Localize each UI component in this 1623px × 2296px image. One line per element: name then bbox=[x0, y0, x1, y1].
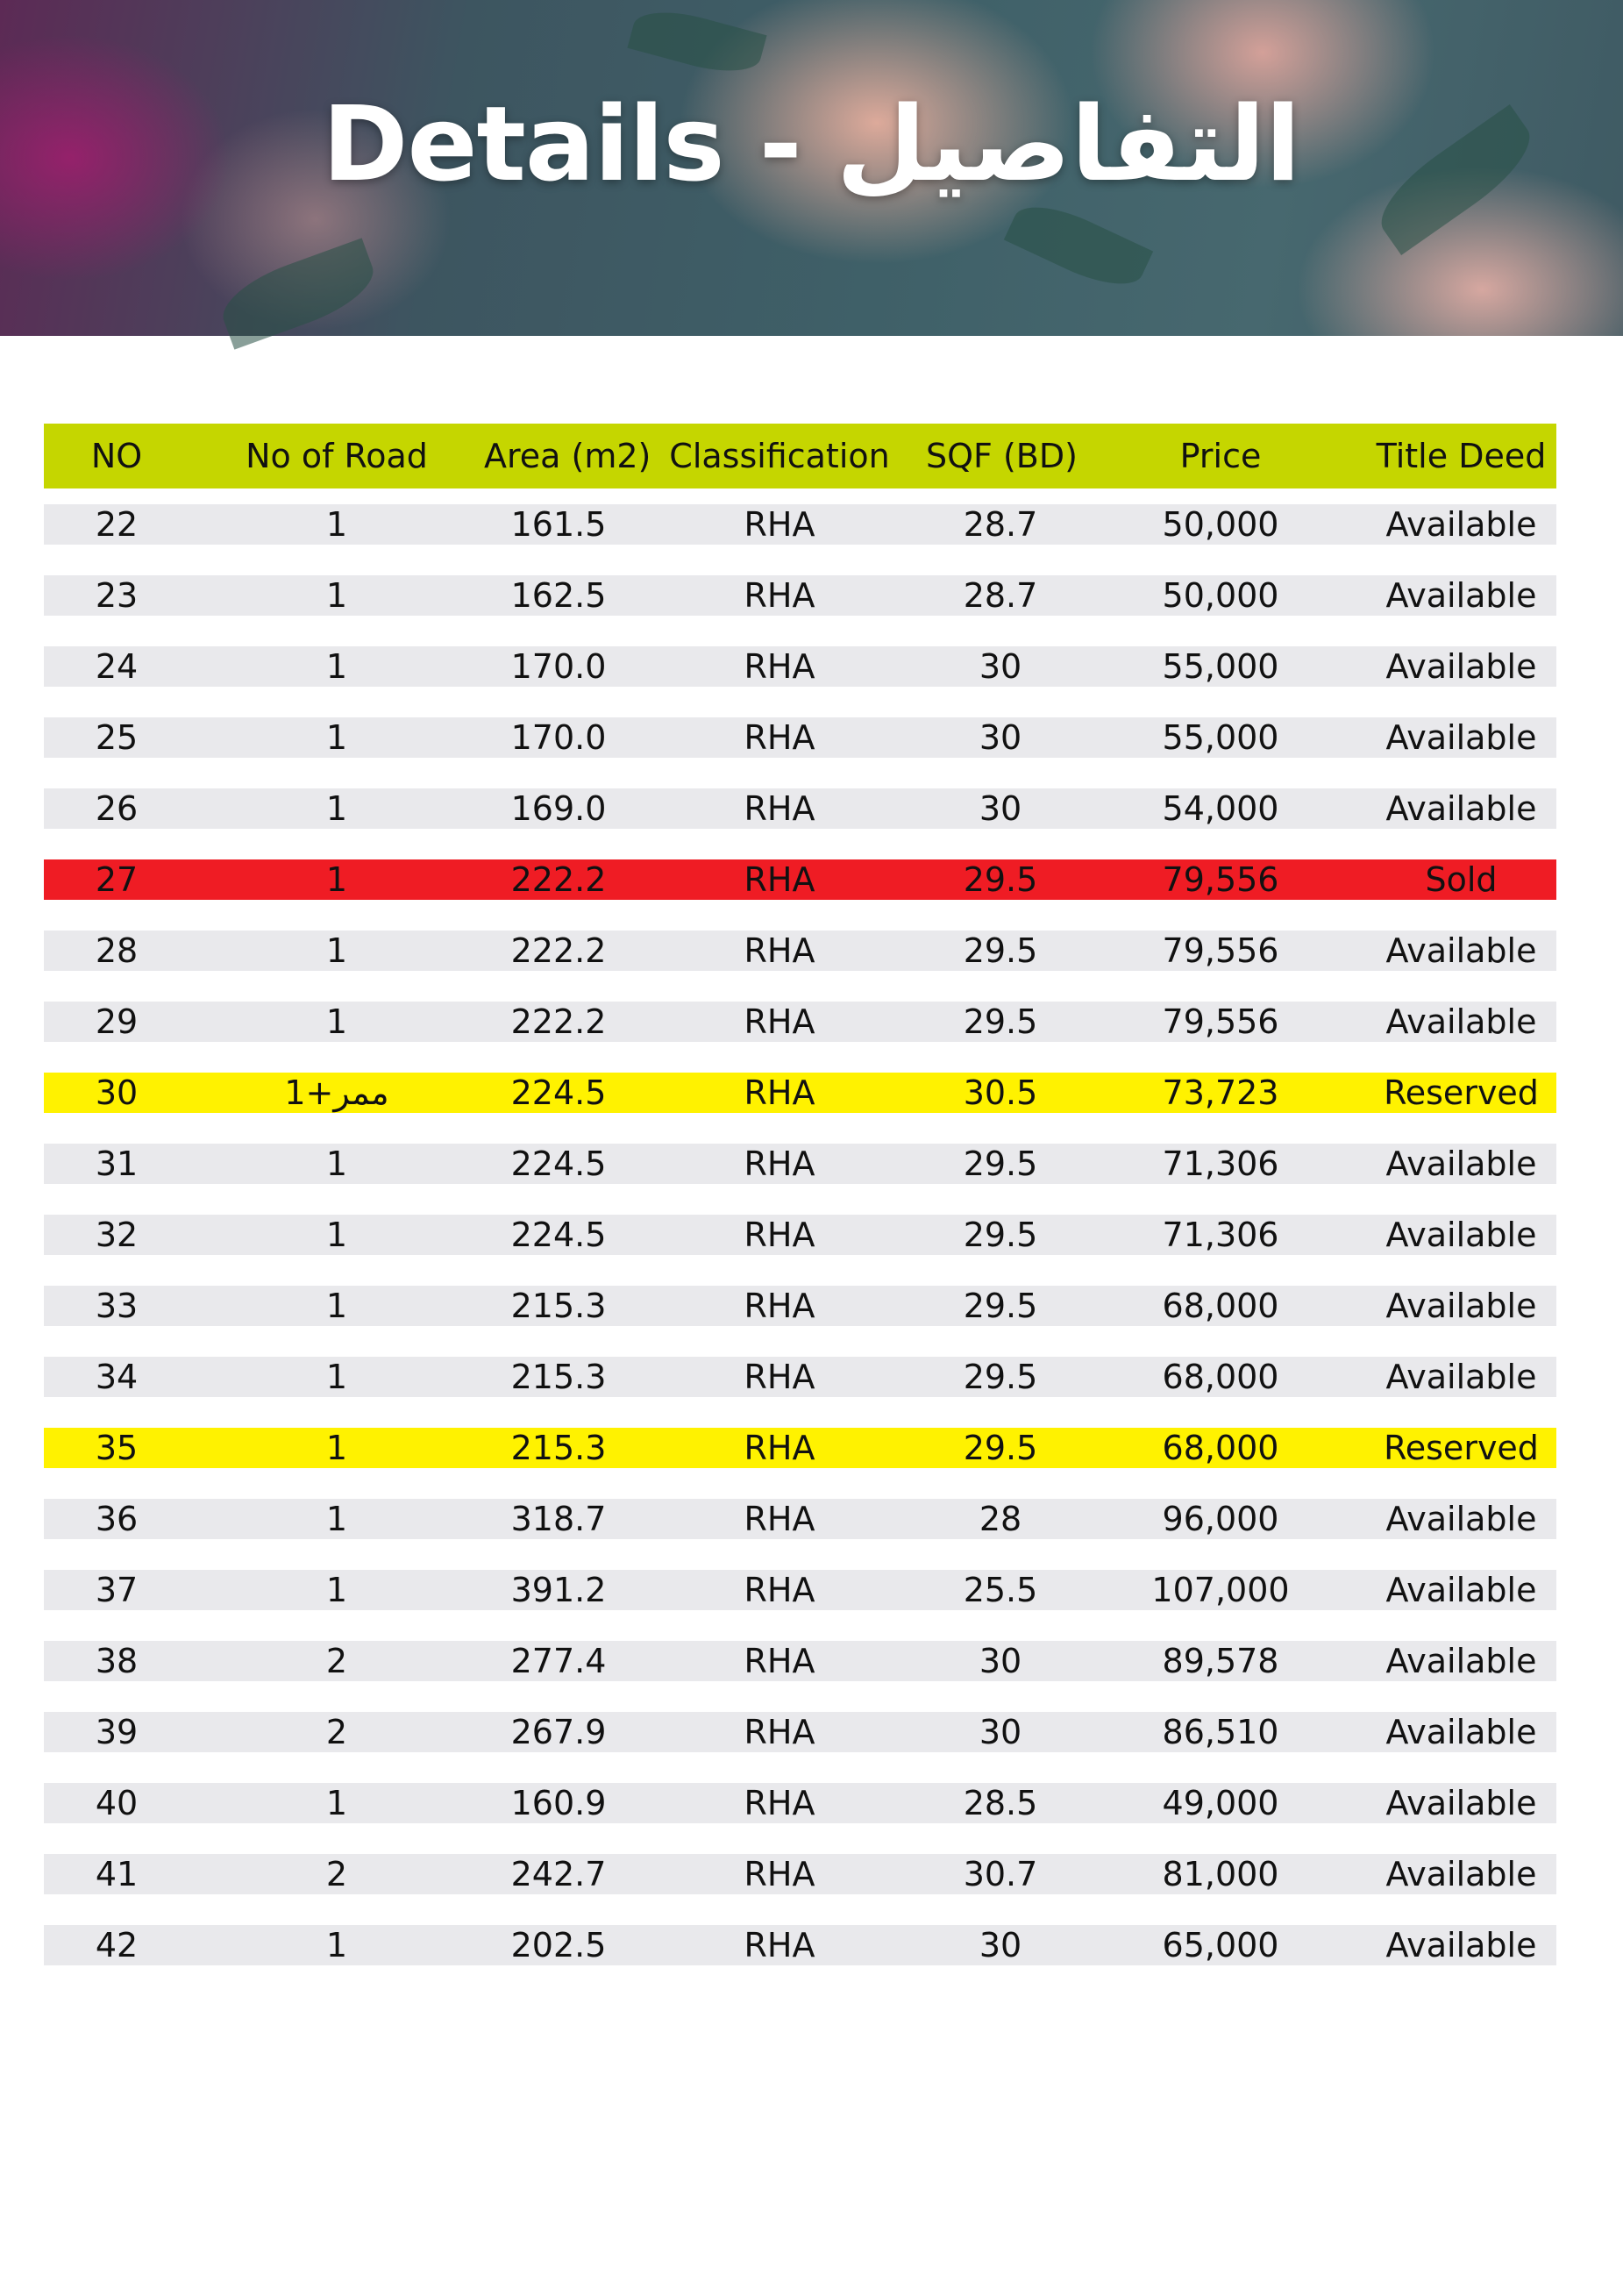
table-row bbox=[44, 1357, 1556, 1397]
table-row bbox=[44, 1712, 1556, 1752]
table-cell: 73,723 bbox=[1162, 1073, 1279, 1112]
table-row bbox=[44, 646, 1556, 687]
table-cell: Available bbox=[1385, 1784, 1537, 1822]
table-cell: RHA bbox=[744, 718, 815, 757]
table-cell: 2 bbox=[325, 1713, 348, 1751]
table-cell: 49,000 bbox=[1162, 1784, 1279, 1822]
table-cell: Available bbox=[1385, 1002, 1537, 1041]
table-row bbox=[44, 504, 1556, 545]
table-cell: 1 bbox=[325, 1571, 348, 1609]
table-cell: 68,000 bbox=[1162, 1358, 1279, 1396]
table-cell: 28.5 bbox=[963, 1784, 1038, 1822]
table-cell: RHA bbox=[744, 1002, 815, 1041]
table-cell: 224.5 bbox=[510, 1144, 607, 1183]
table-cell: 29.5 bbox=[963, 860, 1038, 899]
table-cell: 160.9 bbox=[510, 1784, 607, 1822]
column-header: Title Deed bbox=[1376, 437, 1547, 475]
table-cell: Available bbox=[1385, 1500, 1537, 1538]
table-cell: RHA bbox=[744, 505, 815, 544]
table-cell: RHA bbox=[744, 789, 815, 828]
page-title: Details - التفاصيل bbox=[322, 83, 1301, 204]
table-cell: 27 bbox=[95, 860, 139, 899]
table-cell: 29.5 bbox=[963, 1002, 1038, 1041]
table-cell: 215.3 bbox=[510, 1358, 607, 1396]
table-cell: Available bbox=[1385, 1144, 1537, 1183]
table-cell: 29 bbox=[95, 1002, 139, 1041]
table-cell: 1 bbox=[325, 505, 348, 544]
table-cell: 202.5 bbox=[510, 1926, 607, 1964]
table-body bbox=[44, 504, 1556, 1965]
table-cell: RHA bbox=[744, 931, 815, 970]
table-row bbox=[44, 1570, 1556, 1610]
table-cell: 29.5 bbox=[963, 931, 1038, 970]
table-cell: 25.5 bbox=[963, 1571, 1038, 1609]
table-cell: 1 bbox=[325, 1002, 348, 1041]
table-cell: 170.0 bbox=[510, 647, 607, 686]
table-cell: Sold bbox=[1425, 860, 1498, 899]
table-row bbox=[44, 1002, 1556, 1042]
table-cell: 1 bbox=[325, 1358, 348, 1396]
table-cell: 55,000 bbox=[1162, 718, 1279, 757]
table-cell: 35 bbox=[95, 1429, 139, 1467]
table-cell: 32 bbox=[95, 1216, 139, 1254]
table-cell: 1 bbox=[325, 647, 348, 686]
leaf-decoration bbox=[213, 238, 382, 349]
table-cell: 30 bbox=[95, 1073, 139, 1112]
column-header: No of Road bbox=[246, 437, 428, 475]
table-cell: RHA bbox=[744, 1784, 815, 1822]
table-cell: Available bbox=[1385, 1358, 1537, 1396]
table-cell: 242.7 bbox=[510, 1855, 607, 1893]
table-row bbox=[44, 788, 1556, 829]
table-cell: 79,556 bbox=[1162, 860, 1279, 899]
table-cell: 96,000 bbox=[1162, 1500, 1279, 1538]
table-cell: RHA bbox=[744, 1855, 815, 1893]
table-cell: RHA bbox=[744, 1073, 815, 1112]
table-cell: 1 bbox=[325, 1287, 348, 1325]
table-cell: 222.2 bbox=[510, 931, 607, 970]
table-cell: 30 bbox=[979, 789, 1022, 828]
table-row bbox=[44, 1428, 1556, 1468]
table-cell: RHA bbox=[744, 1358, 815, 1396]
table-cell: 267.9 bbox=[510, 1713, 607, 1751]
table-cell: 50,000 bbox=[1162, 576, 1279, 615]
table-cell: RHA bbox=[744, 1642, 815, 1680]
leaf-decoration bbox=[627, 2, 766, 82]
table-cell: Available bbox=[1385, 1571, 1537, 1609]
table-cell: 30.5 bbox=[963, 1073, 1038, 1112]
column-header: NO bbox=[90, 437, 143, 475]
table-row bbox=[44, 717, 1556, 758]
table-cell: 68,000 bbox=[1162, 1429, 1279, 1467]
table-cell: RHA bbox=[744, 647, 815, 686]
table-cell: 1 bbox=[325, 931, 348, 970]
table-cell: 34 bbox=[95, 1358, 139, 1396]
table-cell: 1 bbox=[325, 576, 348, 615]
table-row bbox=[44, 1286, 1556, 1326]
table-cell: 1 bbox=[325, 1926, 348, 1964]
table-cell: 28 bbox=[979, 1500, 1022, 1538]
table-header bbox=[44, 424, 1556, 488]
table-cell: 1 bbox=[325, 1500, 348, 1538]
table-cell: 1 bbox=[325, 1144, 348, 1183]
table-cell: 2 bbox=[325, 1642, 348, 1680]
table-cell: 1 bbox=[325, 1216, 348, 1254]
column-header: Classification bbox=[669, 437, 890, 475]
table-cell: 41 bbox=[95, 1855, 139, 1893]
table-cell: 107,000 bbox=[1151, 1571, 1290, 1609]
table-cell: RHA bbox=[744, 1144, 815, 1183]
table-cell: 37 bbox=[95, 1571, 139, 1609]
table-cell: RHA bbox=[744, 1713, 815, 1751]
table-cell: Available bbox=[1385, 789, 1537, 828]
table-cell: RHA bbox=[744, 1287, 815, 1325]
table-cell: RHA bbox=[744, 576, 815, 615]
table-cell: 55,000 bbox=[1162, 647, 1279, 686]
table-cell: Available bbox=[1385, 505, 1537, 544]
table-cell: 215.3 bbox=[510, 1287, 607, 1325]
table-cell: RHA bbox=[744, 1500, 815, 1538]
table-cell: RHA bbox=[744, 1216, 815, 1254]
table-cell: 169.0 bbox=[510, 789, 607, 828]
header-banner bbox=[0, 0, 1623, 336]
table-cell: Available bbox=[1385, 1926, 1537, 1964]
table-cell: Available bbox=[1385, 1855, 1537, 1893]
table-cell: 40 bbox=[95, 1784, 139, 1822]
table-cell: 2 bbox=[325, 1855, 348, 1893]
table-cell: 28 bbox=[95, 931, 139, 970]
column-header: Price bbox=[1179, 437, 1262, 475]
table-cell: RHA bbox=[744, 860, 815, 899]
table-cell: 28.7 bbox=[963, 505, 1038, 544]
table-cell: 29.5 bbox=[963, 1287, 1038, 1325]
table-row bbox=[44, 859, 1556, 900]
table-cell: 277.4 bbox=[510, 1642, 607, 1680]
table-cell: 1 bbox=[325, 1784, 348, 1822]
table-cell: 391.2 bbox=[510, 1571, 607, 1609]
table-cell: 30 bbox=[979, 718, 1022, 757]
table-cell: RHA bbox=[744, 1429, 815, 1467]
table-cell: Available bbox=[1385, 1216, 1537, 1254]
table-cell: Available bbox=[1385, 1713, 1537, 1751]
table-cell: 71,306 bbox=[1162, 1144, 1279, 1183]
table-row bbox=[44, 575, 1556, 616]
table-cell: 81,000 bbox=[1162, 1855, 1279, 1893]
table-cell: 23 bbox=[95, 576, 139, 615]
table-cell: 28.7 bbox=[963, 576, 1038, 615]
table-cell: 30 bbox=[979, 647, 1022, 686]
table-row bbox=[44, 1854, 1556, 1894]
table-cell: 22 bbox=[95, 505, 139, 544]
table-cell: 29.5 bbox=[963, 1144, 1038, 1183]
table-cell: 224.5 bbox=[510, 1073, 607, 1112]
table-cell: 31 bbox=[95, 1144, 139, 1183]
column-header: SQF (BD) bbox=[926, 437, 1078, 475]
table-row bbox=[44, 1215, 1556, 1255]
table-cell: Reserved bbox=[1384, 1429, 1539, 1467]
table-cell: RHA bbox=[744, 1571, 815, 1609]
table-cell: 29.5 bbox=[963, 1429, 1038, 1467]
table-cell: 170.0 bbox=[510, 718, 607, 757]
table-cell: 29.5 bbox=[963, 1358, 1038, 1396]
table-row bbox=[44, 1499, 1556, 1539]
table-cell: 38 bbox=[95, 1642, 139, 1680]
table-cell: 30 bbox=[979, 1642, 1022, 1680]
table-cell: 71,306 bbox=[1162, 1216, 1279, 1254]
table-cell: 161.5 bbox=[510, 505, 607, 544]
table-cell: 33 bbox=[95, 1287, 139, 1325]
table-row bbox=[44, 1073, 1556, 1113]
table-row bbox=[44, 1783, 1556, 1823]
table-cell: 86,510 bbox=[1162, 1713, 1279, 1751]
table-cell: 30 bbox=[979, 1713, 1022, 1751]
table-cell: 65,000 bbox=[1162, 1926, 1279, 1964]
table-cell: 68,000 bbox=[1162, 1287, 1279, 1325]
table-cell: 29.5 bbox=[963, 1216, 1038, 1254]
table-cell: 162.5 bbox=[510, 576, 607, 615]
leaf-decoration bbox=[1004, 192, 1153, 299]
table-cell: 24 bbox=[95, 647, 139, 686]
table-cell: 30 bbox=[979, 1926, 1022, 1964]
table-cell: 79,556 bbox=[1162, 1002, 1279, 1041]
table-row bbox=[44, 931, 1556, 971]
table-cell: Available bbox=[1385, 1642, 1537, 1680]
table-cell: Available bbox=[1385, 647, 1537, 686]
table-row bbox=[44, 1144, 1556, 1184]
table-row bbox=[44, 1925, 1556, 1965]
table-cell: 1+ممر bbox=[284, 1073, 389, 1112]
table-cell: Available bbox=[1385, 931, 1537, 970]
table-row bbox=[44, 1641, 1556, 1681]
table-cell: 1 bbox=[325, 860, 348, 899]
details-table bbox=[44, 424, 1556, 1996]
table-cell: 25 bbox=[95, 718, 139, 757]
table-cell: 42 bbox=[95, 1926, 139, 1964]
table-cell: 1 bbox=[325, 789, 348, 828]
table-cell: Available bbox=[1385, 576, 1537, 615]
table-cell: Available bbox=[1385, 1287, 1537, 1325]
table-cell: RHA bbox=[744, 1926, 815, 1964]
table-cell: Reserved bbox=[1384, 1073, 1539, 1112]
table-cell: 222.2 bbox=[510, 1002, 607, 1041]
table-cell: 215.3 bbox=[510, 1429, 607, 1467]
table-cell: 318.7 bbox=[510, 1500, 607, 1538]
table-cell: 79,556 bbox=[1162, 931, 1279, 970]
table-cell: 30.7 bbox=[963, 1855, 1038, 1893]
table-cell: 54,000 bbox=[1162, 789, 1279, 828]
table-cell: 36 bbox=[95, 1500, 139, 1538]
table-cell: 222.2 bbox=[510, 860, 607, 899]
table-cell: 50,000 bbox=[1162, 505, 1279, 544]
table-cell: 1 bbox=[325, 1429, 348, 1467]
table-cell: 224.5 bbox=[510, 1216, 607, 1254]
table-cell: 39 bbox=[95, 1713, 139, 1751]
table-cell: 26 bbox=[95, 789, 139, 828]
table-cell: Available bbox=[1385, 718, 1537, 757]
table-cell: 89,578 bbox=[1162, 1642, 1279, 1680]
table-cell: 1 bbox=[325, 718, 348, 757]
column-header: Area (m2) bbox=[484, 437, 651, 475]
